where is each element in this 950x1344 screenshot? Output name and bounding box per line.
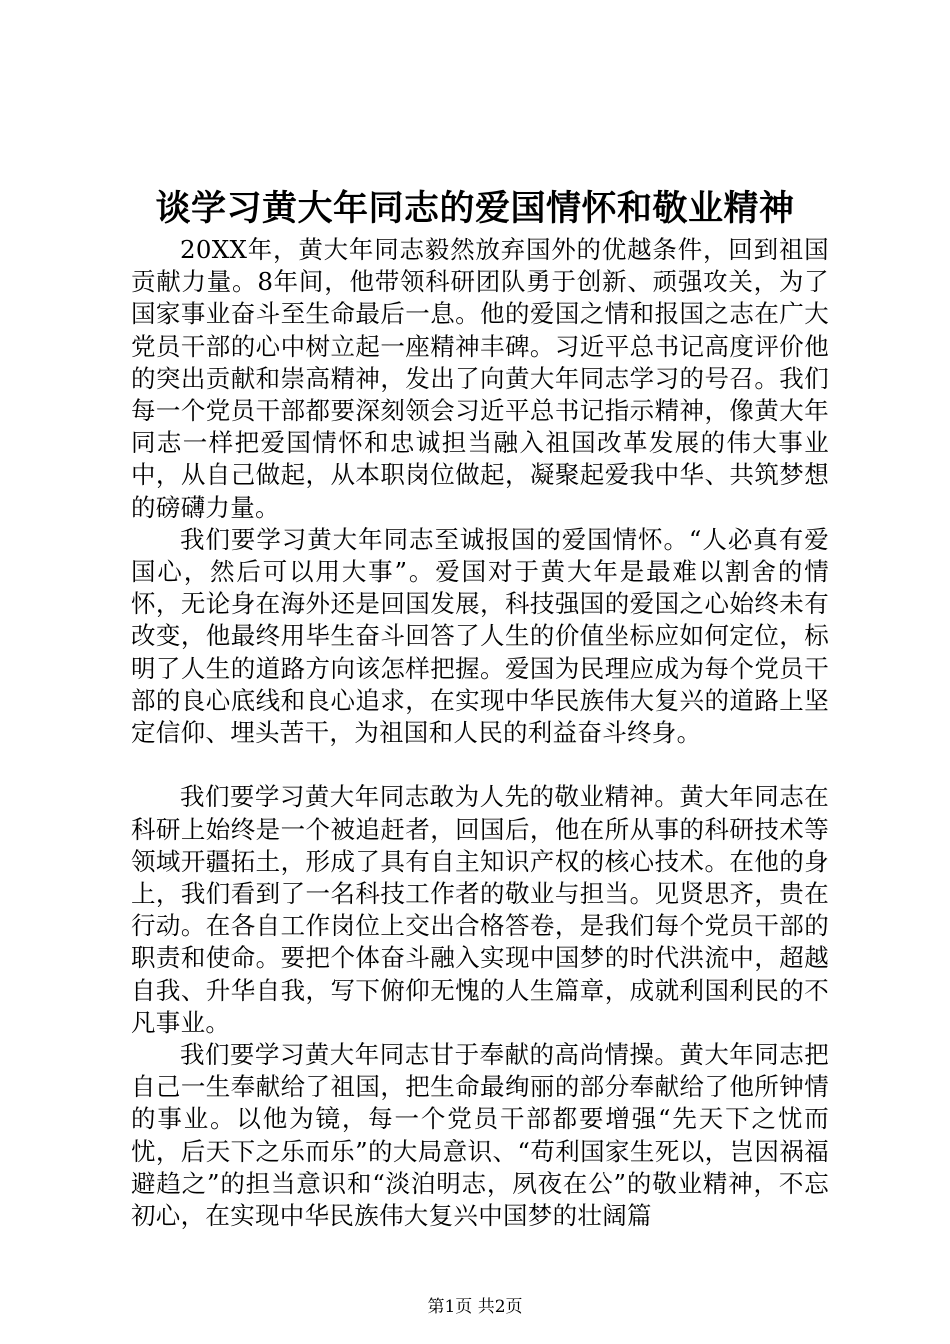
document-title: 谈学习黄大年同志的爱国情怀和敬业精神 xyxy=(155,189,795,229)
paragraph-patriotism: 我们要学习黄大年同志至诚报国的爱国情怀。“人必真有爱国心，然后可以用大事”。爱国对于黄大年是最难以割舍的情怀，无论身在海外还是回国发展，科技强国的爱国之心始终未有改变，他最终用毕生奋斗回答了人生的价值坐标应如何定位，标明了人生的道路方向该怎样把握。爱国为民理应成为每个党员干部的良心底线和良心追求，在实现中华民族伟大复兴的道路上坚定信仰、埋头苦干，为祖国和人民的利益奋斗终身。 xyxy=(131,524,829,748)
paragraph-devotion: 我们要学习黄大年同志甘于奉献的高尚情操。黄大年同志把自己一生奉献给了祖国，把生命最绚丽的部分奉献给了他所钟情的事业。以他为镜，每一个党员干部都要增强“先天下之忧而忧，后天下之乐而乐”的大局意识、“苟利国家生死以，岂因祸福避趋之”的担当意识和“淡泊明志，夙夜在公”的敬业精神，不忘初心，在实现中华民族伟大复兴中国梦的壮阔篇 xyxy=(131,1040,829,1231)
document-body xyxy=(131,234,829,1232)
page-number-footer: 第1页 共2页 xyxy=(427,1297,523,1317)
paragraph-spacer xyxy=(131,749,829,781)
paragraph-dedication: 我们要学习黄大年同志敢为人先的敬业精神。黄大年同志在科研上始终是一个被追赶者，回国后，他在所从事的科研技术等领域开疆拓土，形成了具有自主知识产权的核心技术。在他的身上，我们看到了一名科技工作者的敬业与担当。见贤思齐，贵在行动。在各自工作岗位上交出合格答卷，是我们每个党员干部的职责和使命。要把个体奋斗融入实现中国梦的时代洪流中，超越自我、升华自我，写下俯仰无愧的人生篇章，成就利国利民的不凡事业。 xyxy=(131,782,829,1037)
paragraph-intro: 20XX年，黄大年同志毅然放弃国外的优越条件，回到祖国贡献力量。8年间，他带领科研团队勇于创新、顽强攻关，为了国家事业奋斗至生命最后一息。他的爱国之情和报国之志在广大党员干部的心中树立起一座精神丰碑。习近平总书记高度评价他的突出贡献和崇高精神，发出了向黄大年同志学习的号召。我们每一个党员干部都要深刻领会习近平总书记指示精神，像黄大年同志一样把爱国情怀和忠诚担当融入祖国改革发展的伟大事业中，从自己做起，从本职岗位做起，凝聚起爱我中华、共筑梦想的磅礴力量。 xyxy=(131,235,829,522)
